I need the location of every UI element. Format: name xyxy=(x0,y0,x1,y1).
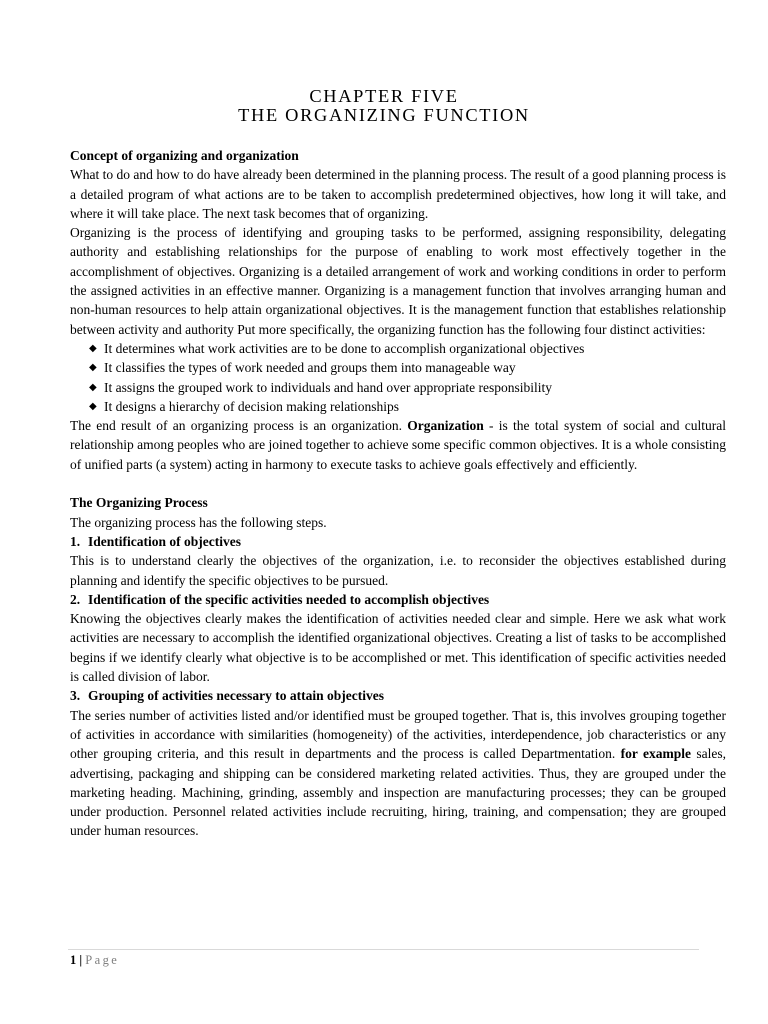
chapter-number: CHAPTER FIVE xyxy=(309,86,459,106)
step-heading-1: 1. Identification of objectives xyxy=(70,533,241,549)
for-example-term: for example xyxy=(620,746,692,762)
footer-separator: | xyxy=(76,953,86,967)
step-heading-3: 3. Grouping of activities necessary to attain objectives xyxy=(70,688,384,704)
page-label: Page xyxy=(85,953,120,967)
document-body xyxy=(70,146,726,841)
diamond-bullet-icon: ◆ xyxy=(89,362,97,374)
step-text-1: This is to understand clearly the objectives of the organization, i.e. to reconsider the objectives established during planning and identify the specific objectives to be pursued. xyxy=(70,553,726,588)
chapter-title: THE ORGANIZING FUNCTION xyxy=(238,105,530,125)
chapter-header xyxy=(0,87,768,125)
spacer xyxy=(70,474,726,493)
page-footer xyxy=(70,952,119,968)
list-item: ◆ It assigns the grouped work to individuals and hand over appropriate responsibility xyxy=(89,378,726,397)
step-text-2: Knowing the objectives clearly makes the identification of activities needed clear and simple. Here we ask what work activities are necessary to accomplish the identified organizational objectives. Creating a list of tasks to be accomplished begins if we identify clearly what objective is to be accomplished or met. This identification of specific activities needed is called division of labor. xyxy=(70,611,726,685)
paragraph-concept-3: The end result of an organizing process is an organization. Organization - is the total system of social and cultural relationship among peoples who are joined together to achieve some specific common objectives. It is a whole consisting of unified parts (a system) acting in harmony to execute tasks to achieve goals effectively and efficiently. xyxy=(70,418,726,472)
paragraph-concept-2: Organizing is the process of identifying and grouping tasks to be performed, assigning responsibility, delegating authority and establishing relationships for the purpose of enabling to work most effectively together in the accomplishment of objectives. Organizing is a detailed arrangement of work and working conditions in order to perform the assigned activities in an effective manner. Organizing is a management function that involves arranging human and non-human resources to help attain organizational objectives. It is the management function that establishes relationship between activity and authority Put more specifically, the organizing function has the following four distinct activities: xyxy=(70,225,726,337)
diamond-bullet-icon: ◆ xyxy=(89,342,97,354)
list-item: ◆ It designs a hierarchy of decision making relationships xyxy=(89,397,726,416)
diamond-bullet-icon: ◆ xyxy=(89,400,97,412)
page-number: 1 xyxy=(70,953,77,967)
list-item: ◆ It determines what work activities are to be done to accomplish organizational objectives xyxy=(89,339,726,358)
organization-term: Organization xyxy=(407,418,484,434)
list-item: ◆ It classifies the types of work needed and groups them into manageable way xyxy=(89,358,726,377)
activities-bullet-list xyxy=(70,339,726,416)
step-text-3: The series number of activities listed and/or identified must be grouped together. That is, this involves grouping together of activities in accordance with similarities (homogeneity) of the activities, interdependence, job characteristics or any other grouping criteria, and this result in departments and the process is called Departmentation. for example sales, advertising, packaging and shipping can be considered marketing related activities. Thus, they are grouped under the marketing heading. Machining, grinding, assembly and inspection are manufacturing processes; they can be grouped under production. Personnel related activities include recruiting, hiring, training, and compensation; they are grouped under human resources. xyxy=(70,707,727,839)
step-heading-2: 2. Identification of the specific activities needed to accomplish objectives xyxy=(70,591,490,607)
paragraph-process-intro: The organizing process has the following steps. xyxy=(70,514,327,530)
section-heading-process: The Organizing Process xyxy=(70,495,208,511)
section-heading-concept: Concept of organizing and organization xyxy=(70,148,299,163)
footer-divider xyxy=(68,949,699,950)
diamond-bullet-icon: ◆ xyxy=(89,381,97,393)
paragraph-concept-1: What to do and how to do have already been determined in the planning process. The result of a good planning process is a detailed program of what actions are to be taken to accomplish predetermined objectives, how long it will take, and where it will take place. The next task becomes that of organizing. xyxy=(70,167,726,221)
